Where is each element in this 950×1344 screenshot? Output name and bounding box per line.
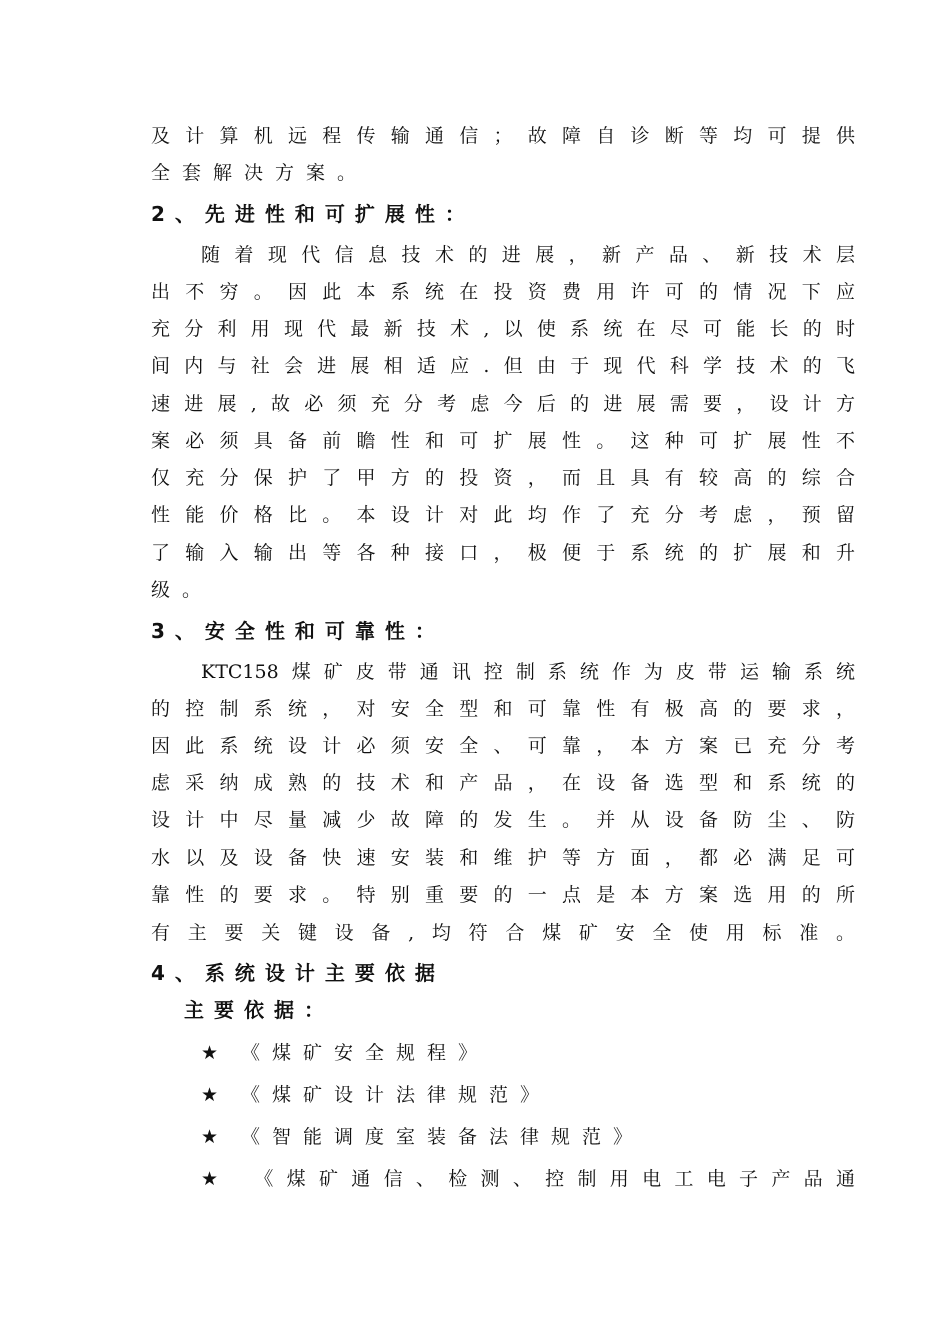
paragraph-line: 有主要关键设备,均符合煤矿安全使用标准。 [151, 922, 855, 944]
paragraph-line: 仅充分保护了甲方的投资，而且具有较高的综合 [151, 467, 855, 489]
star-icon: ★ [201, 1168, 219, 1190]
paragraph-line: 充分利用现代最新技术,以使系统在尽可能长的时 [151, 318, 855, 340]
paragraph-line: 级。 [151, 579, 214, 601]
paragraph-line: 速进展,故必须充分考虑今后的进展需要，设计方 [151, 393, 855, 415]
star-icon: ★ [201, 1042, 219, 1064]
paragraph-line: 了输入输出等各种接口，极便于系统的扩展和升 [151, 542, 855, 564]
paragraph-line: 及计算机远程传输通信；故障自诊断等均可提供 [151, 125, 855, 147]
bullet-item [201, 1036, 489, 1070]
paragraph-line: 案必须具备前瞻性和可扩展性。这种可扩展性不 [151, 430, 855, 452]
paragraph-line: 随着现代信息技术的进展，新产品、新技术层 [201, 244, 855, 266]
bullet-text: 《煤矿安全规程》 [241, 1042, 490, 1064]
bullet-text: 《智能调度室装备法律规范》 [241, 1126, 645, 1148]
paragraph-line: 性能价格比。本设计对此均作了充分考虑，预留 [151, 504, 855, 526]
paragraph-line: 靠性的要求。特别重要的一点是本方案选用的所 [151, 884, 855, 906]
paragraph-line: 出不穷。因此本系统在投资费用许可的情况下应 [151, 281, 855, 303]
subheading: 主要依据： [184, 998, 334, 1022]
bullet-item [201, 1078, 551, 1112]
paragraph-line: 间内与社会进展相适应.但由于现代科学技术的飞 [151, 355, 855, 377]
paragraph-line: 的控制系统，对安全型和可靠性有极高的要求， [151, 698, 855, 720]
section-heading-3: 3、安全性和可靠性： [151, 619, 445, 643]
star-icon: ★ [201, 1084, 219, 1106]
bullet-item [201, 1162, 855, 1196]
paragraph-line: 设计中尽量减少故障的发生。并从设备防尘、防 [151, 809, 855, 831]
bullet-text: 《煤矿设计法律规范》 [241, 1084, 552, 1106]
bullet-text: 《煤矿通信、检测、控制用电工电子产品通 [241, 1168, 855, 1190]
paragraph-line: 因此系统设计必须安全、可靠，本方案已充分考 [151, 735, 855, 757]
paragraph-line: 全套解决方案。 [151, 162, 369, 184]
section-heading-4: 4、系统设计主要依据 [151, 961, 445, 985]
star-icon: ★ [201, 1126, 219, 1148]
paragraph-line: 虑采纳成熟的技术和产品，在设备选型和系统的 [151, 772, 855, 794]
section-heading-2: 2、先进性和可扩展性： [151, 202, 475, 226]
paragraph-line: 水以及设备快速安装和维护等方面，都必满足可 [151, 847, 855, 869]
paragraph-line: KTC158煤矿皮带通讯控制系统作为皮带运输系统 [201, 661, 855, 683]
bullet-item [201, 1120, 644, 1154]
